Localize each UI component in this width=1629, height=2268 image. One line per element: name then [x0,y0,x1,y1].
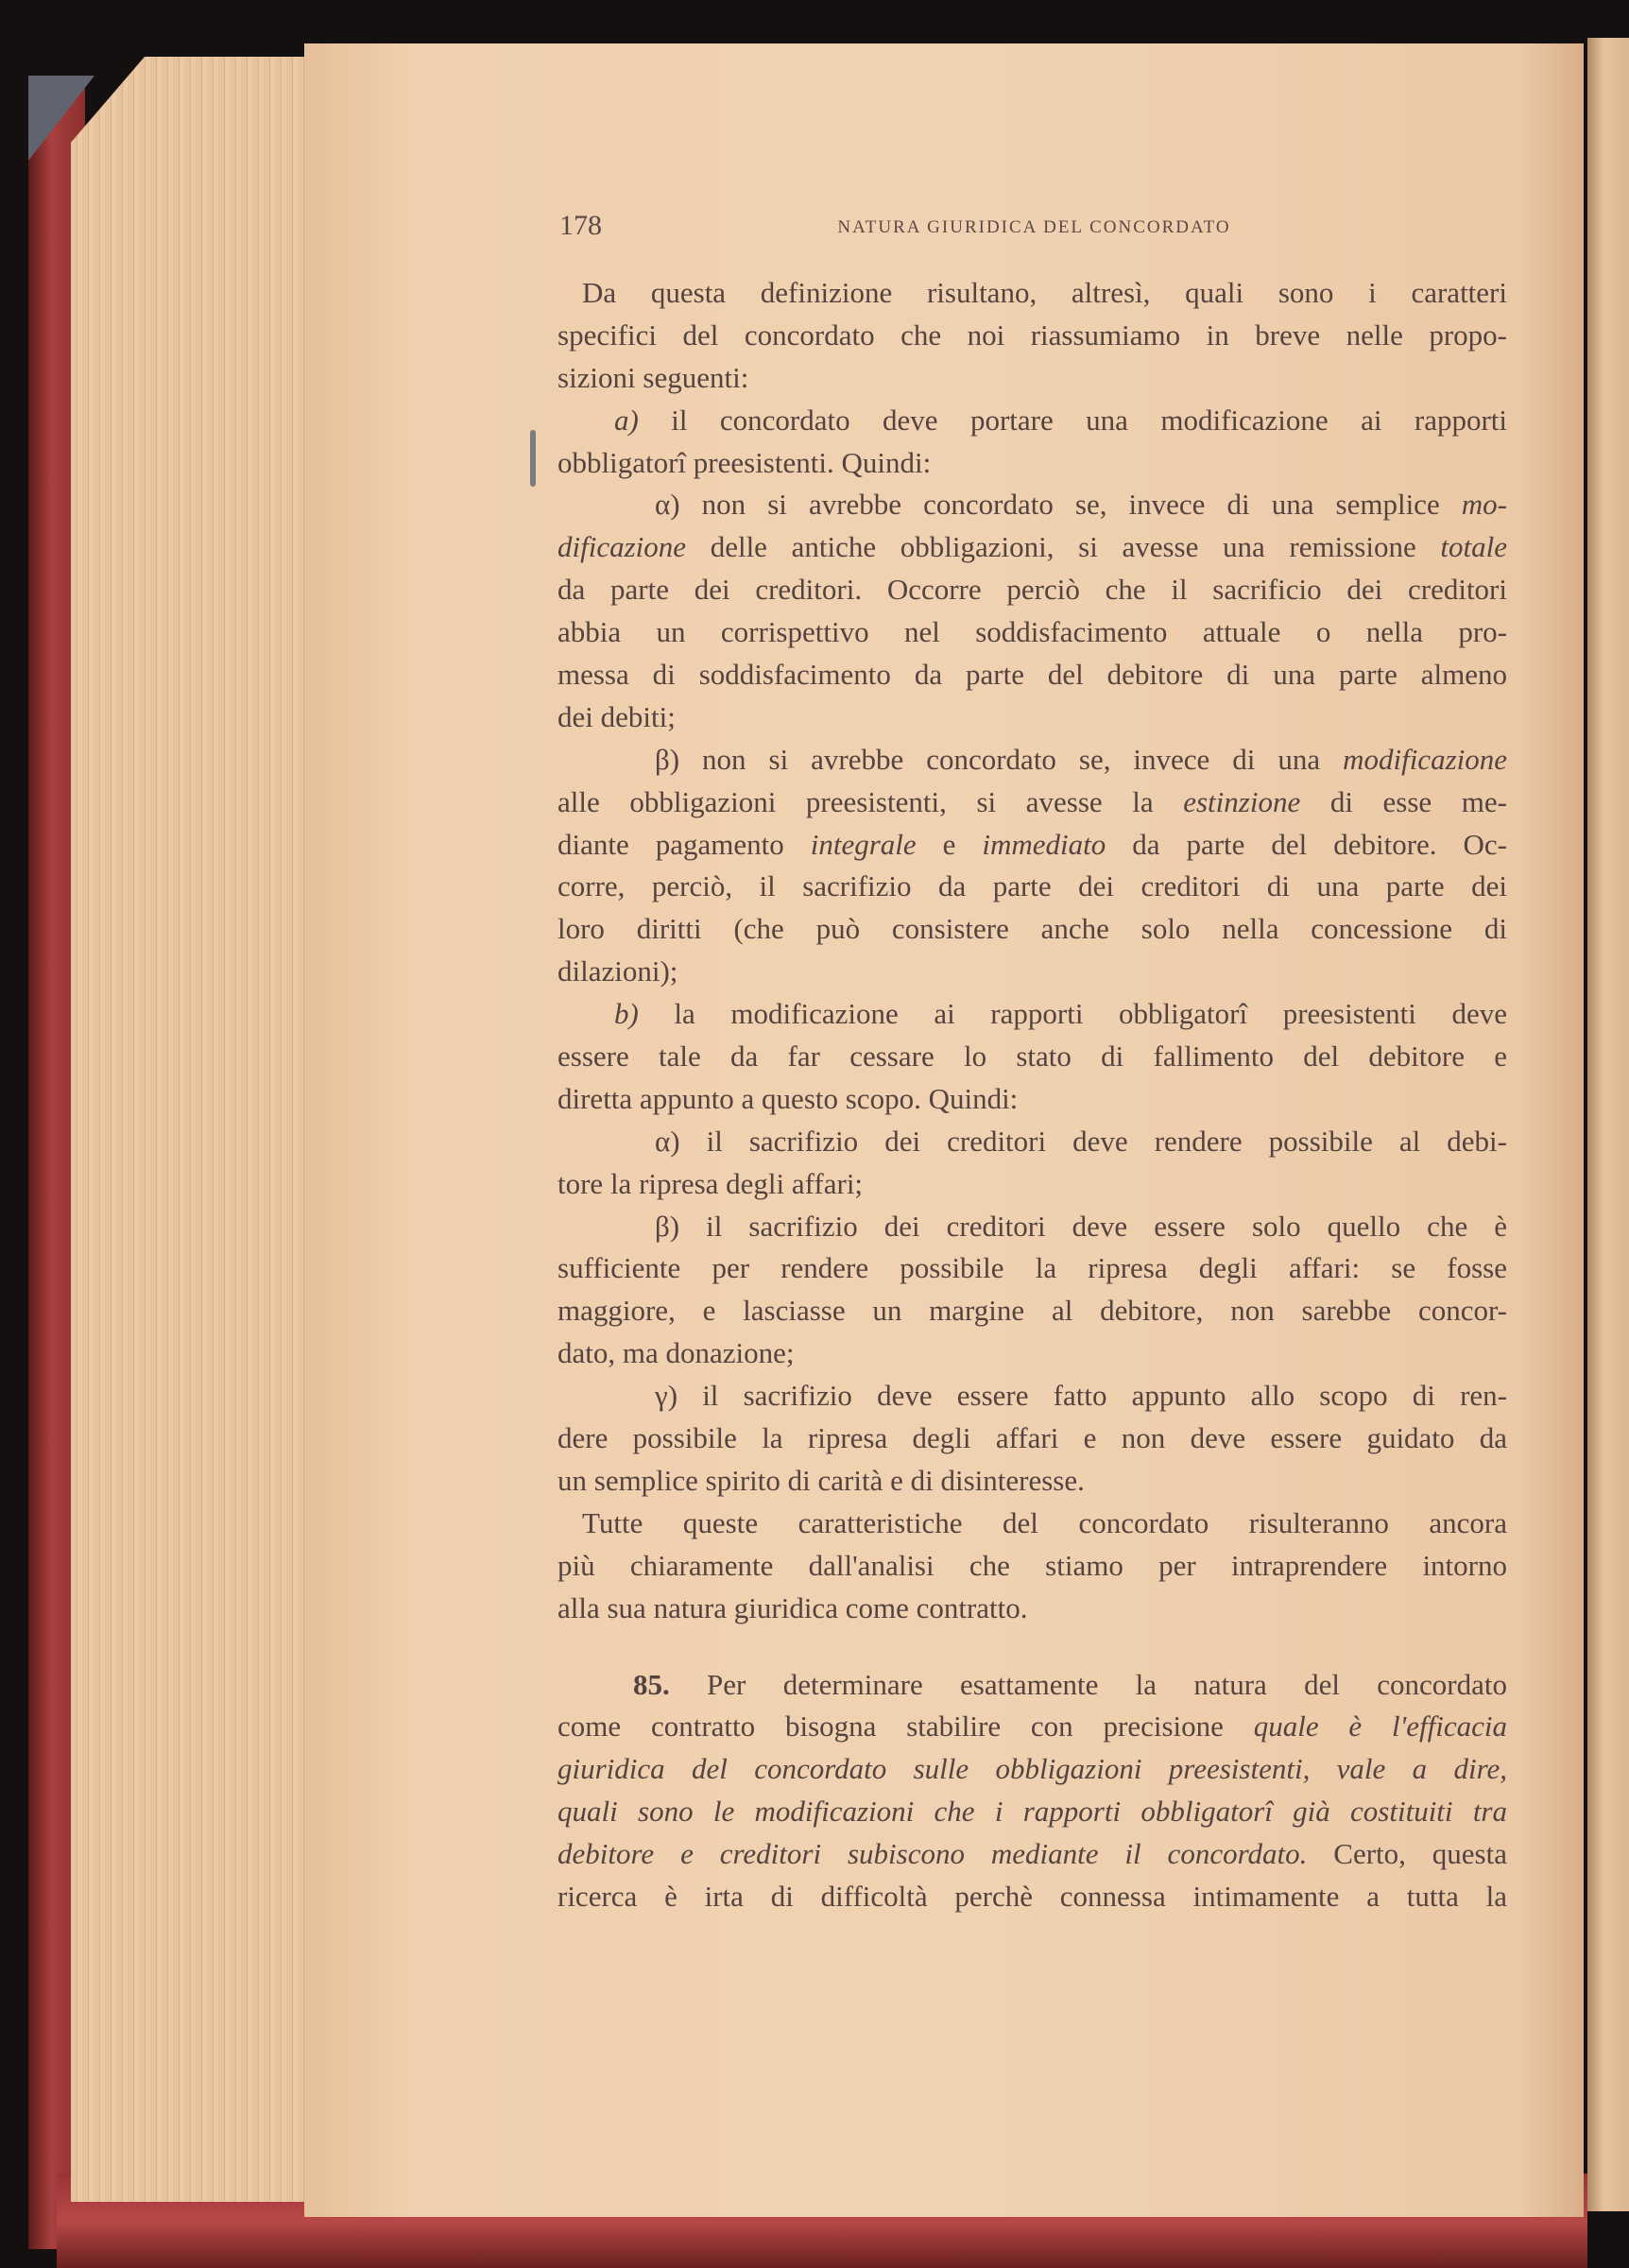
text-run: da parte del debitore. Oc- [1106,827,1508,861]
text-line [557,357,1507,400]
text-line [557,1706,1507,1748]
text-line [557,1206,1507,1248]
running-title: NATURA GIURIDICA DEL CONCORDATO [837,217,1231,237]
text-run: loro diritti (che può consistere anche solo nella concessione di [557,912,1507,946]
text-run: obbligatorî preesistenti. Quindi: [557,445,932,479]
text-line [557,1460,1507,1503]
text-line [557,1503,1507,1545]
text-line [557,951,1507,993]
text-run: diante pagamento [557,827,811,861]
text-run: β) il sacrifizio dei creditori deve essere solo quello che è [655,1209,1507,1243]
text-run: un semplice spirito di carità e di disinteresse. [557,1463,1085,1497]
text-run: Certo, questa [1307,1837,1507,1871]
text-run: α) non si avrebbe concordato se, invece di una semplice [655,488,1462,522]
page-body-text [557,272,1507,1918]
italic-text: modificazione [1343,742,1507,776]
facing-page-edge [1587,38,1629,2211]
text-line [557,272,1507,315]
text-line [557,1664,1507,1707]
text-run: e [916,827,983,861]
text-line [557,526,1507,569]
text-run: messa di soddisfacimento da parte del debitore di una parte almeno [557,658,1507,692]
italic-text: immediato [982,827,1106,861]
text-line [557,1121,1507,1163]
text-run: tore la ripresa degli affari; [557,1166,864,1200]
text-run: dere possibile la ripresa degli affari e non deve essere guidato da [557,1421,1507,1455]
italic-text: b) [614,997,639,1031]
text-line [557,400,1507,442]
text-run: sizioni seguenti: [557,360,749,394]
text-run: dilazioni); [557,954,678,988]
text-line [557,1588,1507,1630]
text-line [557,908,1507,951]
text-line [557,1163,1507,1206]
text-run: β) non si avrebbe concordato se, invece di una [655,742,1344,776]
text-line [557,1375,1507,1418]
italic-text: totale [1440,530,1507,564]
text-line [557,1290,1507,1332]
text-run: Tutte queste caratteristiche del concordato risulteranno ancora [582,1505,1507,1539]
italic-text: dificazione [557,530,687,564]
text-line [557,993,1507,1036]
text-line [557,866,1507,908]
text-line [557,611,1507,654]
text-line [557,315,1507,357]
text-run: corre, perciò, il sacrifizio da parte dei creditori di una parte dei [557,869,1507,903]
text-line [557,1833,1507,1876]
text-line [557,1418,1507,1460]
text-run: delle antiche obbligazioni, si avesse una remissione [686,530,1441,564]
text-line [557,1545,1507,1588]
page-stack [71,57,317,2202]
text-run: essere tale da far cessare lo stato di fallimento del debitore e [557,1040,1507,1074]
paragraph-number: 85. [633,1667,670,1701]
text-run: γ) il sacrifizio deve essere fatto appunto allo scopo di ren- [655,1379,1507,1413]
text-line [557,1036,1507,1078]
text-line [557,1247,1507,1290]
text-run: il concordato deve portare una modificazione ai rapporti [638,403,1507,437]
page-header [559,210,1509,248]
text-line [557,1791,1507,1833]
text-run: dato, ma donazione; [557,1336,795,1370]
page-number: 178 [559,210,602,241]
margin-mark [530,430,536,487]
text-line [557,824,1507,867]
text-run: di esse me- [1300,784,1507,818]
italic-text: estinzione [1183,784,1301,818]
text-run: abbia un corrispettivo nel soddisfacimento attuale o nella pro- [557,615,1507,649]
text-run: più chiaramente dall'analisi che stiamo per intraprendere intorno [557,1548,1507,1582]
text-line [557,484,1507,526]
text-run: la modificazione ai rapporti obbligatorî preesistenti deve [638,997,1507,1031]
text-run: maggiore, e lasciasse un margine al debitore, non sarebbe concor- [557,1294,1507,1328]
text-run: sufficiente per rendere possibile la ripresa degli affari: se fosse [557,1251,1507,1285]
text-line [557,442,1507,485]
italic-text: quali sono le modificazioni che i rapporti obbligatorî già costituiti tra [557,1795,1507,1829]
text-line [557,569,1507,611]
text-line [557,1078,1507,1121]
italic-text: mo- [1461,488,1507,522]
text-run: dei debiti; [557,699,676,733]
italic-text: integrale [810,827,917,861]
text-run: Per determinare esattamente la natura del concordato [669,1667,1507,1701]
text-run: specifici del concordato che noi riassumiamo in breve nelle propo- [557,318,1507,352]
text-run: alle obbligazioni preesistenti, si avesse la [557,784,1184,818]
italic-text: debitore e creditori subiscono mediante il concordato. [557,1837,1308,1871]
text-line [557,739,1507,782]
text-run: Da questa definizione risultano, altresì, quali sono i caratteri [582,276,1507,309]
text-run: come contratto bisogna stabilire con precisione [557,1710,1254,1744]
text-run: diretta appunto a questo scopo. Quindi: [557,1081,1019,1115]
text-run: da parte dei creditori. Occorre perciò che il sacrificio dei creditori [557,573,1507,607]
italic-text: quale è l'efficacia [1253,1710,1507,1744]
text-line [557,1876,1507,1918]
text-run: alla sua natura giuridica come contratto. [557,1590,1028,1624]
text-line [557,654,1507,696]
italic-text: giuridica del concordato sulle obbligazioni preesistenti, vale a dire, [557,1752,1507,1786]
italic-text: a) [614,403,639,437]
text-line [557,696,1507,739]
text-run: ricerca è irta di difficoltà perchè connessa intimamente a tutta la [557,1879,1507,1913]
text-line [557,782,1507,824]
text-line [557,1748,1507,1791]
text-run: α) il sacrifizio dei creditori deve rendere possibile al debi- [655,1124,1507,1158]
text-line [557,1332,1507,1375]
